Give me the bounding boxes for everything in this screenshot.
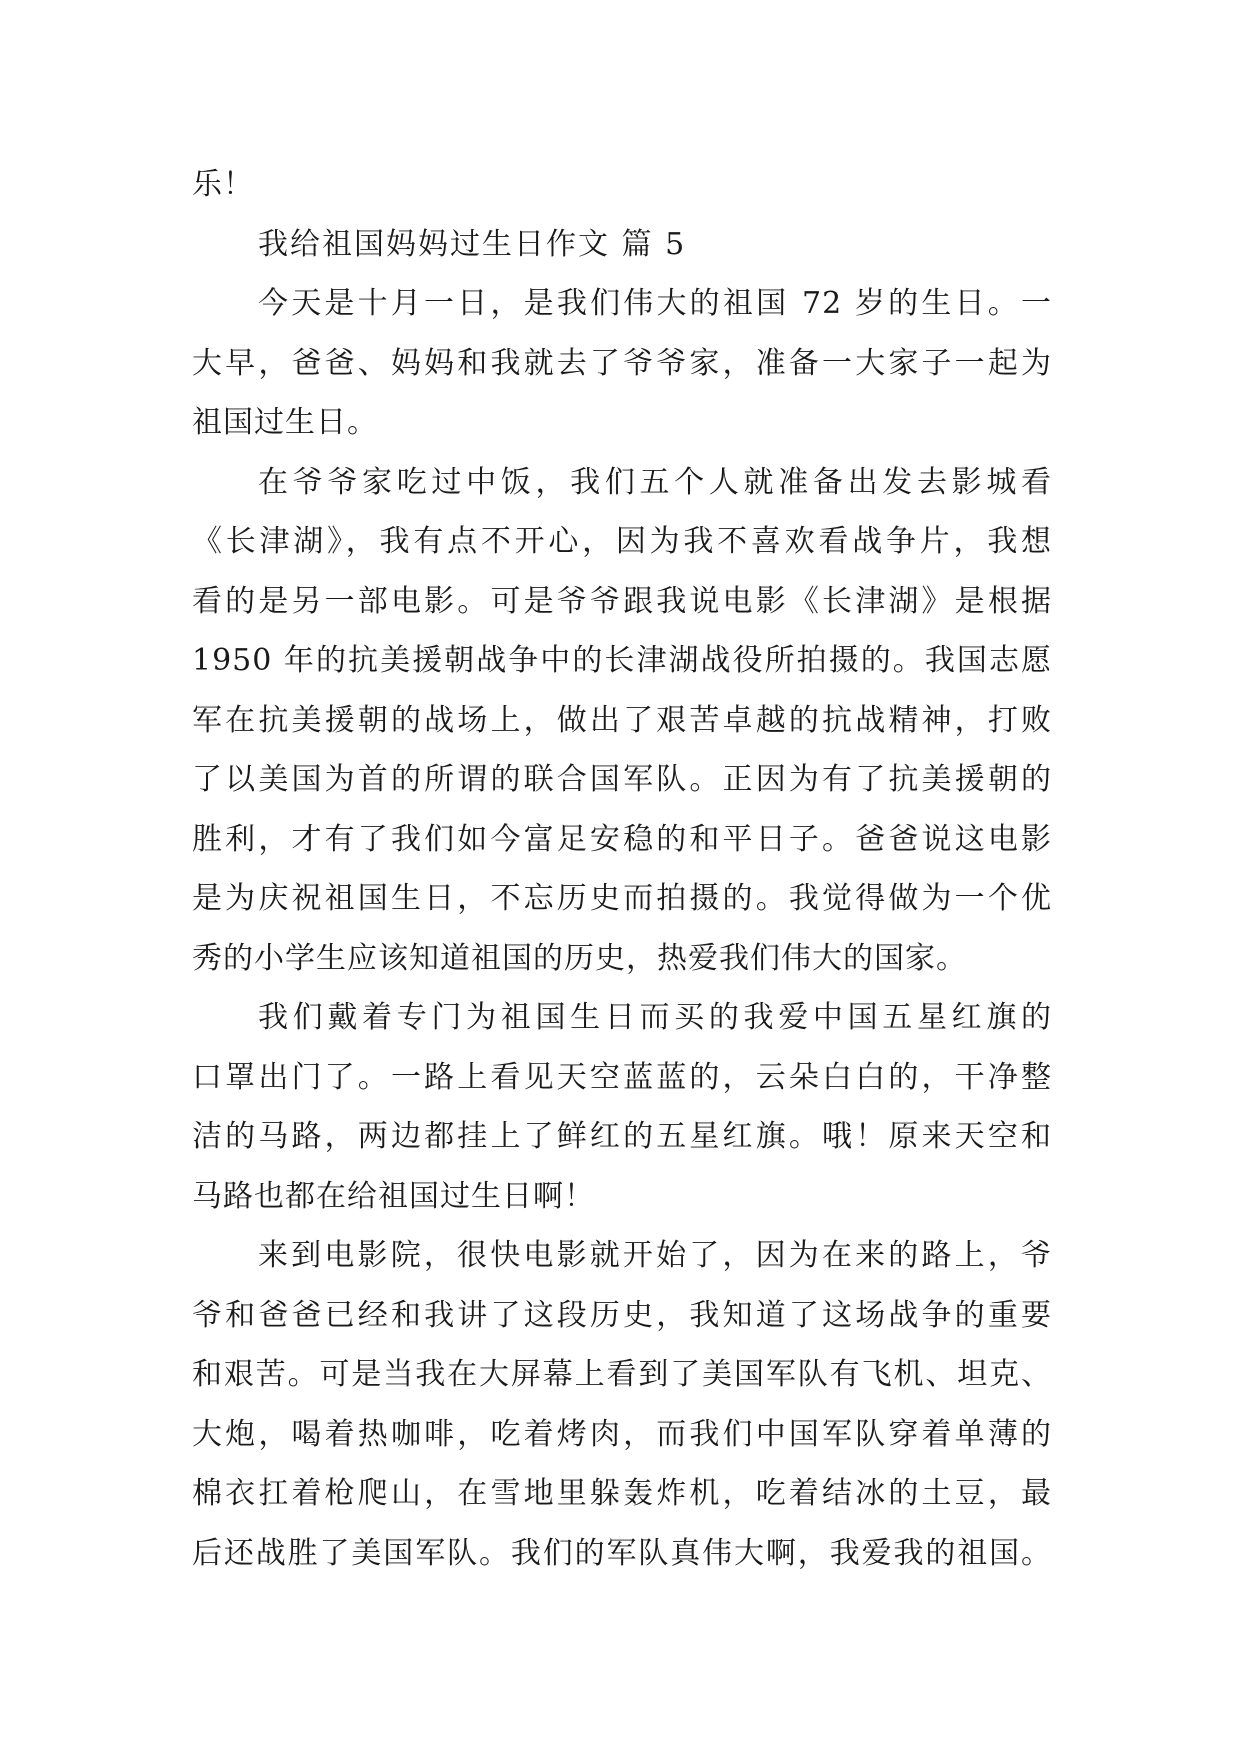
paragraph-line: 洁的马路，两边都挂上了鲜红的五星红旗。哦！原来天空和 bbox=[192, 1119, 1052, 1154]
paragraph-line: 在爷爷家吃过中饭，我们五个人就准备出发去影城看 bbox=[258, 464, 1052, 500]
paragraph-line: 《长津湖》，我有点不开心，因为我不喜欢看战争片，我想 bbox=[192, 524, 1052, 559]
paragraph-4 bbox=[192, 1226, 1052, 1583]
paragraph-line: 马路也都在给祖国过生日啊！ bbox=[192, 1178, 595, 1214]
paragraph-line: 爷和爸爸已经和我讲了这段历史，我知道了这场战争的重要 bbox=[192, 1297, 1052, 1333]
paragraph-line: 我们戴着专门为祖国生日而买的我爱中国五星红旗的 bbox=[258, 1000, 1052, 1035]
continuation-line: 乐！ bbox=[192, 167, 254, 202]
paragraph-line: 祖国过生日。 bbox=[192, 405, 378, 440]
paragraph-line: 胜利，才有了我们如今富足安稳的和平日子。爸爸说这电影 bbox=[192, 821, 1052, 857]
paragraph-line: 大早，爸爸、妈妈和我就去了爷爷家，准备一大家子一起为 bbox=[192, 345, 1052, 381]
paragraph-2 bbox=[192, 453, 1052, 989]
paragraph-line: 大炮，喝着热咖啡，吃着烤肉，而我们中国军队穿着单薄的 bbox=[192, 1416, 1052, 1452]
paragraph-3 bbox=[192, 988, 1052, 1226]
document-body bbox=[192, 155, 1052, 1583]
paragraph-line: 来到电影院，很快电影就开始了，因为在来的路上，爷 bbox=[258, 1238, 1052, 1273]
paragraph-line: 后还战胜了美国军队。我们的军队真伟大啊，我爱我的祖国。 bbox=[192, 1535, 1052, 1571]
paragraph-line: 1950 年的抗美援朝战争中的长津湖战役所拍摄的。我国志愿 bbox=[192, 643, 1052, 678]
paragraph-line: 口罩出门了。一路上看见天空蓝蓝的，云朵白白的，干净整 bbox=[192, 1059, 1052, 1095]
paragraph-line: 棉衣扛着枪爬山，在雪地里躲轰炸机，吃着结冰的土豆，最 bbox=[192, 1476, 1052, 1511]
paragraph-line: 是为庆祝祖国生日，不忘历史而拍摄的。我觉得做为一个优 bbox=[192, 881, 1052, 916]
paragraph-line: 秀的小学生应该知道祖国的历史，热爱我们伟大的国家。 bbox=[192, 940, 967, 976]
paragraph-line: 看的是另一部电影。可是爷爷跟我说电影《长津湖》是根据 bbox=[192, 583, 1052, 619]
paragraph-line: 和艰苦。可是当我在大屏幕上看到了美国军队有飞机、坦克、 bbox=[192, 1357, 1052, 1392]
paragraph-1 bbox=[192, 274, 1052, 453]
paragraph-line: 今天是十月一日，是我们伟大的祖国 72 岁的生日。一 bbox=[258, 286, 1052, 321]
paragraph-line: 军在抗美援朝的战场上，做出了艰苦卓越的抗战精神，打败 bbox=[192, 702, 1052, 738]
essay-heading: 我给祖国妈妈过生日作文 篇 5 bbox=[258, 226, 687, 262]
paragraph-line: 了以美国为首的所谓的联合国军队。正因为有了抗美援朝的 bbox=[192, 762, 1052, 797]
